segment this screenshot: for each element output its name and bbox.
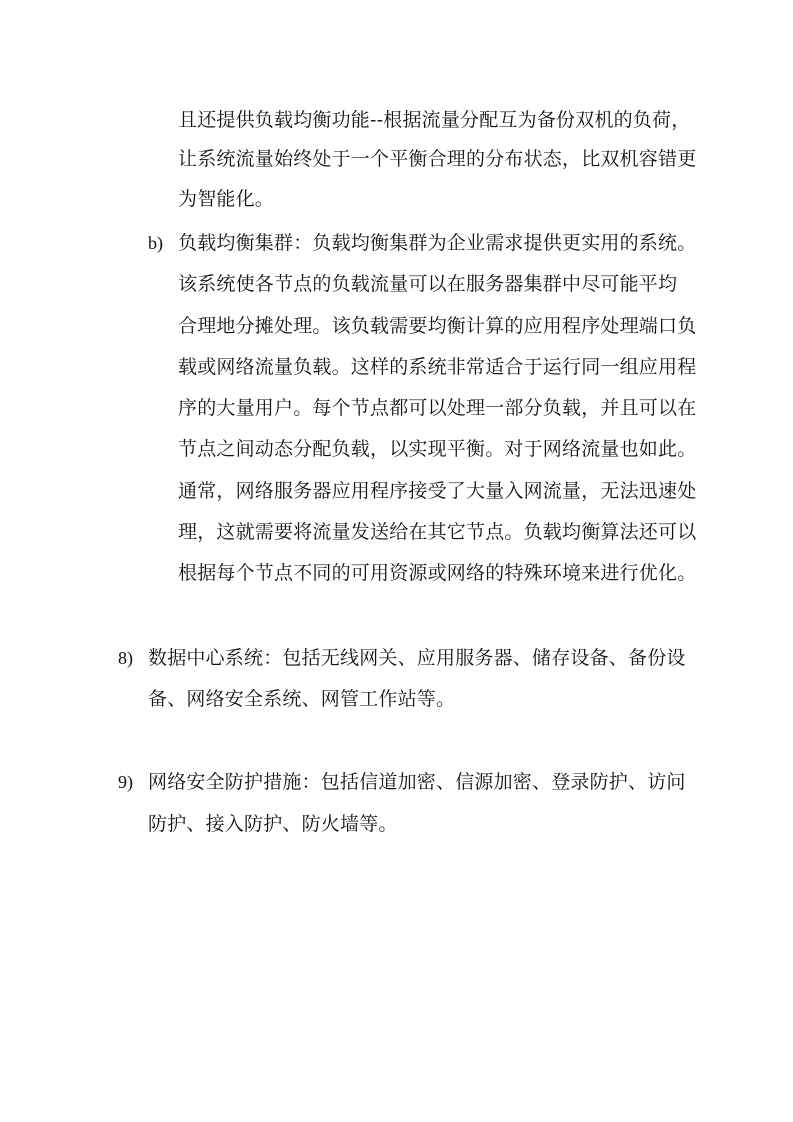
paragraph-line: 合理地分摊处理。该负载需要均衡计算的应用程序处理端口负 [178, 315, 697, 337]
list-marker-9: 9) [118, 772, 133, 792]
paragraph-line: 理，这就需要将流量发送给在其它节点。负载均衡算法还可以 [178, 521, 697, 543]
paragraph-line: 该系统使各节点的负载流量可以在服务器集群中尽可能平均 [178, 273, 678, 295]
paragraph-line: 根据每个节点不同的可用资源或网络的特殊环境来进行优化。 [178, 562, 697, 584]
paragraph-line: 且还提供负载均衡功能--根据流量分配互为备份双机的负荷， [178, 109, 691, 131]
paragraph-line: 让系统流量始终处于一个平衡合理的分布状态，比双机容错更 [178, 148, 697, 170]
paragraph-line: 网络安全防护措施：包括信道加密、信源加密、登录防护、访问 [148, 771, 686, 793]
paragraph-line: 负载均衡集群：负载均衡集群为企业需求提供更实用的系统。 [178, 232, 697, 254]
paragraph-line: 为智能化。 [178, 188, 275, 210]
paragraph-line: 载或网络流量负载。这样的系统非常适合于运行同一组应用程 [178, 356, 697, 378]
paragraph-line: 节点之间动态分配负载，以实现平衡。对于网络流量也如此。 [178, 438, 697, 460]
list-marker-8: 8) [118, 648, 133, 668]
paragraph-line: 序的大量用户。每个节点都可以处理一部分负载，并且可以在 [178, 397, 697, 419]
paragraph-line: 防护、接入防护、防火墙等。 [148, 813, 398, 835]
paragraph-line: 数据中心系统：包括无线网关、应用服务器、储存设备、备份设 [148, 647, 686, 669]
list-marker-b: b) [148, 233, 163, 253]
paragraph-line: 通常，网络服务器应用程序接受了大量入网流量，无法迅速处 [178, 480, 697, 502]
paragraph-line: 备、网络安全系统、网管工作站等。 [148, 688, 456, 710]
